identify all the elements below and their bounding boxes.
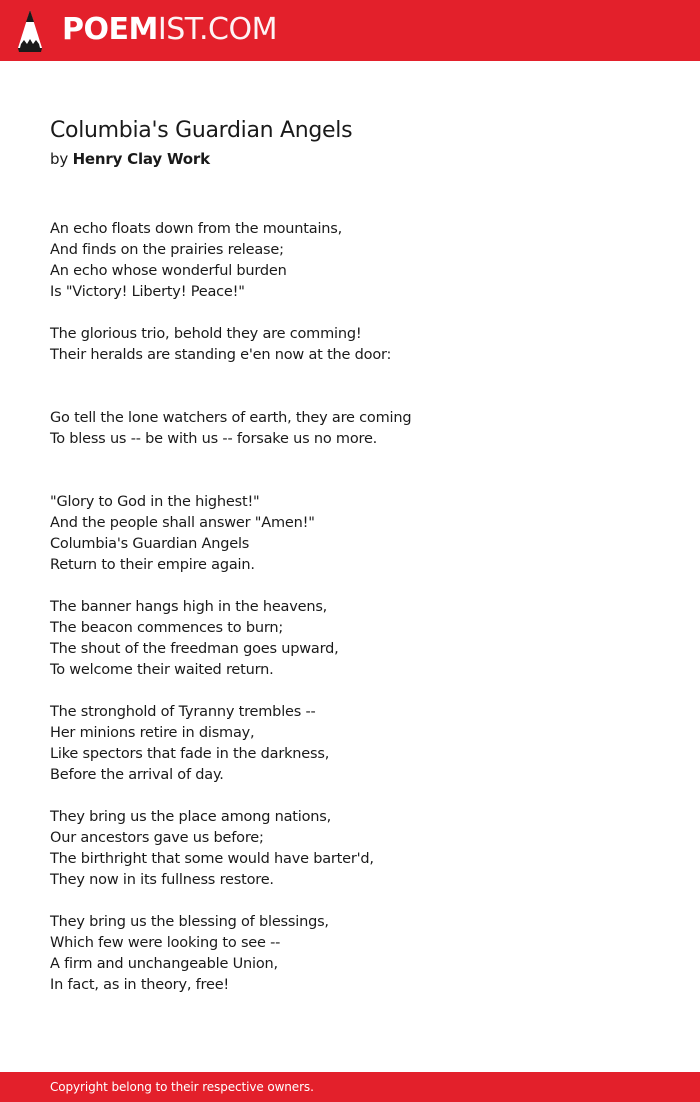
- stanza: [50, 597, 650, 681]
- poem-line: An echo whose wonderful burden: [50, 263, 287, 279]
- site-header: [0, 0, 700, 61]
- stanza: [50, 807, 650, 891]
- poem-line: Is "Victory! Liberty! Peace!": [50, 284, 245, 300]
- poem-line: Return to their empire again.: [50, 557, 255, 573]
- stanza: [50, 492, 650, 576]
- stanza: [50, 702, 650, 786]
- poem-line: Go tell the lone watchers of earth, they are coming: [50, 410, 412, 426]
- pencil-tip-icon[interactable]: [16, 8, 44, 52]
- poem-line: They bring us the blessing of blessings,: [50, 914, 329, 930]
- poem-line: The shout of the freedman goes upward,: [50, 641, 339, 657]
- poem-line: Our ancestors gave us before;: [50, 830, 264, 846]
- poem-line: And finds on the prairies release;: [50, 242, 284, 258]
- poem-line: The glorious trio, behold they are comming!: [50, 326, 362, 342]
- stanza: [50, 912, 650, 996]
- poem-line: "Glory to God in the highest!": [50, 494, 260, 510]
- poem-line: The birthright that some would have barter'd,: [50, 851, 374, 867]
- poem-line: Her minions retire in dismay,: [50, 725, 255, 741]
- poem-line: In fact, as in theory, free!: [50, 977, 230, 993]
- poem-line: The banner hangs high in the heavens,: [50, 599, 328, 615]
- poem-line: To welcome their waited return.: [50, 662, 274, 678]
- by-label: by: [50, 150, 68, 168]
- poem-title: Columbia's Guardian Angels: [50, 118, 353, 143]
- poem-line: They now in its fullness restore.: [50, 872, 274, 888]
- poem-body: [50, 219, 650, 996]
- site-logo[interactable]: [62, 11, 277, 49]
- copyright-text: Copyright belong to their respective owners.: [50, 1080, 314, 1094]
- poem-line: The stronghold of Tyranny trembles --: [50, 704, 316, 720]
- byline: [50, 148, 650, 170]
- poem-line: An echo floats down from the mountains,: [50, 221, 343, 237]
- poem-line: Their heralds are standing e'en now at the door:: [50, 347, 392, 363]
- poem-line: A firm and unchangeable Union,: [50, 956, 278, 972]
- logo-text-bold: POEM: [62, 12, 158, 47]
- poem-line: To bless us -- be with us -- forsake us no more.: [50, 431, 378, 447]
- poem-line: Columbia's Guardian Angels: [50, 536, 250, 552]
- site-footer: [0, 1072, 700, 1102]
- poem-line: Like spectors that fade in the darkness,: [50, 746, 330, 762]
- logo-text-light: IST.COM: [157, 12, 277, 47]
- stanza: [50, 324, 650, 366]
- poem-line: They bring us the place among nations,: [50, 809, 332, 825]
- author-name: Henry Clay Work: [72, 150, 210, 168]
- poem-line: And the people shall answer "Amen!": [50, 515, 315, 531]
- poem-content: [50, 116, 650, 996]
- poem-line: Which few were looking to see --: [50, 935, 281, 951]
- poem-line: Before the arrival of day.: [50, 767, 224, 783]
- stanza: [50, 408, 650, 450]
- poem-line: The beacon commences to burn;: [50, 620, 284, 636]
- stanza: [50, 219, 650, 303]
